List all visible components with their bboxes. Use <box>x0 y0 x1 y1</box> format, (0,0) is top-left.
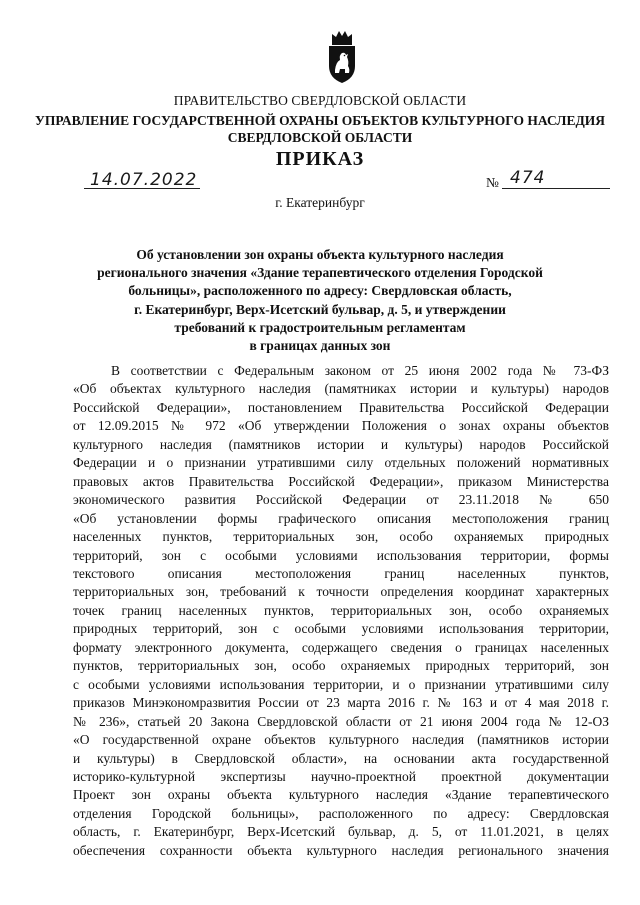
order-number: 474 <box>510 168 546 188</box>
government-name: ПРАВИТЕЛЬСТВО СВЕРДЛОВСКОЙ ОБЛАСТИ <box>173 93 467 108</box>
body-line: с особыми условиями использования территории, и о признании утратившими силу <box>73 676 609 692</box>
department-line-1: УПРАВЛЕНИЕ ГОСУДАРСТВЕННОЙ ОХРАНЫ ОБЪЕКТОВ КУЛЬТУРНОГО НАСЛЕДИЯ <box>34 113 606 128</box>
body-line: от 12.09.2015 № 972 «Об утверждении Положения о зонах охраны объектов <box>73 418 609 434</box>
title-line: регионального значения «Здание терапевтического отделения Городской <box>97 265 543 281</box>
title-line: в границах данных зон <box>249 338 391 354</box>
body-line: приказов Минэкономразвития России от 23 марта 2016 г. № 163 и от 4 мая 2018 г. <box>73 695 609 711</box>
title-line: больницы», расположенного по адресу: Свердловская область, <box>128 283 512 299</box>
body-line: формату электронного документа, содержащего сведения о границах населенных <box>73 639 609 655</box>
body-line: населенных пунктов, территориальных зон, особо охраняемых природных <box>73 529 609 545</box>
body-line: текстового описания местоположения границ населенных пунктов, <box>73 565 609 581</box>
body-line: Федерации и о признании утратившими силу отдельных положений нормативных <box>73 455 609 471</box>
department-line-2: СВЕРДЛОВСКОЙ ОБЛАСТИ <box>227 130 413 145</box>
department-name <box>0 112 640 146</box>
body-line: № 236», статьей 20 Закона Свердловской области от 21 июня 2004 года № 12-ОЗ <box>73 713 609 729</box>
body-line: правовых актов Правительства Российской Федерации», приказом Министерства <box>73 473 609 489</box>
body-line: историко-культурной экспертизы научно-проектной проектной документации <box>73 768 609 784</box>
document-type: ПРИКАЗ <box>275 148 365 170</box>
body-line: Российской Федерации», постановлением Правительства Российской Федерации <box>73 399 609 415</box>
body-line: обеспечения сохранности объекта культурного наследия регионального значения <box>73 842 609 858</box>
body-line: «Об установлении формы графического описания местоположения границ <box>73 510 609 526</box>
title-line: требований к градостроительным регламентам <box>174 319 466 335</box>
body-line: пунктов, территориальных зон, особо охраняемых природных территорий, зон <box>73 658 609 674</box>
body-line: область, г. Екатеринбург, Верх-Исетский бульвар, д. 5, от 11.01.2021, в целях <box>73 824 609 840</box>
order-date: 14.07.2022 <box>90 170 198 190</box>
body-line: территориальных зон, требований к точности определения координат характерных <box>73 584 609 600</box>
body-line: отделения Городской больницы», расположенного по адресу: Свердловская <box>73 805 609 821</box>
body-line: «Об объектах культурного наследия (памятниках истории и культуры) народов <box>73 381 609 397</box>
order-body <box>73 362 609 860</box>
title-line: Об установлении зон охраны объекта культурного наследия <box>136 247 504 262</box>
order-title <box>0 246 640 355</box>
body-line: Проект зон охраны объекта культурного наследия «Здание терапевтического <box>73 787 609 803</box>
body-line: «О государственной охране объектов культурного наследия (памятников истории <box>73 732 609 748</box>
body-line: экономического развития Российской Федерации от 23.11.2018 № 650 <box>73 492 609 508</box>
coat-of-arms-icon <box>326 28 358 84</box>
body-line: и культуры) в Свердловской области», на основании акта государственной <box>73 750 609 766</box>
number-underline <box>502 188 610 189</box>
body-line: культурного наследия (памятников истории и культуры) народов Российской <box>73 436 609 452</box>
title-line: г. Екатеринбург, Верх-Исетский бульвар, д. 5, и утверждении <box>134 301 506 317</box>
body-line: природных территорий, зон с особыми условиями использования территории, <box>73 621 609 637</box>
number-label: № <box>486 175 499 190</box>
body-line: В соответствии с Федеральным законом от 25 июня 2002 года № 73-ФЗ <box>111 363 609 378</box>
city: г. Екатеринбург <box>275 195 365 210</box>
body-line: территорий, зон с особыми условиями использования территории, формы <box>73 547 609 563</box>
body-line: точек границ населенных пунктов, территориальных зон, особо охраняемых <box>73 602 609 618</box>
date-underline <box>84 188 200 189</box>
